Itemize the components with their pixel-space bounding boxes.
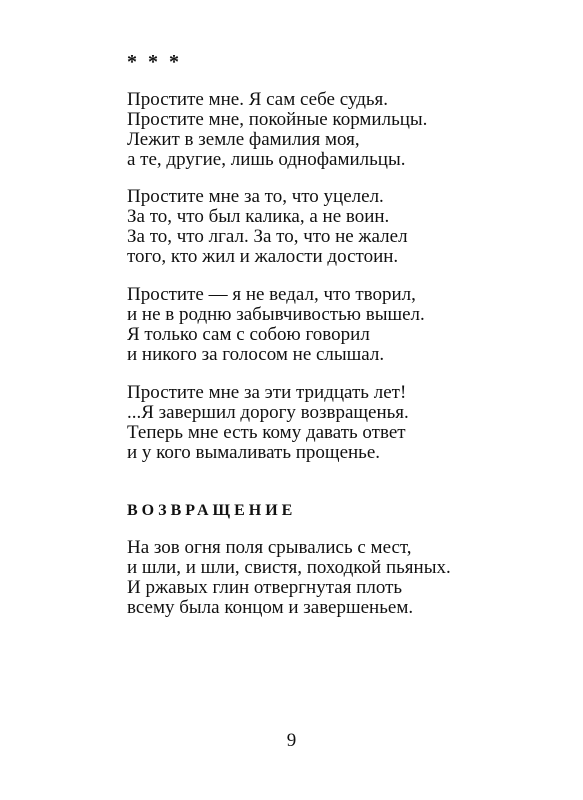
poem-line: и никого за голосом не слышал. — [127, 344, 385, 365]
poem1-stanza-2 — [127, 187, 408, 267]
section-asterisks: * * * — [127, 51, 182, 73]
poem-line: Лежит в земле фамилия моя, — [127, 129, 360, 150]
poem2-stanza-1 — [127, 538, 451, 618]
poem-line: всему была концом и завершеньем. — [127, 597, 414, 618]
poem-line: и не в родню забывчивостью вышел. — [127, 304, 425, 325]
poem1-stanza-3 — [127, 285, 425, 365]
poem-line: ...Я завершил дорогу возвращенья. — [127, 402, 409, 423]
poem1-stanza-1 — [127, 90, 427, 170]
poem-line: За то, что был калика, а не воин. — [127, 206, 390, 227]
poem-line: и у кого вымаливать прощенье. — [127, 442, 381, 463]
page-number: 9 — [286, 730, 297, 751]
poem-line: Простите мне, покойные кормильцы. — [127, 109, 428, 130]
poem-line: За то, что лгал. За то, что не жалел — [127, 226, 408, 247]
poem-line: Простите — я не ведал, что творил, — [127, 284, 416, 305]
poem-line: Простите мне. Я сам себе судья. — [127, 89, 389, 110]
poem-line: Теперь мне есть кому давать ответ — [127, 422, 406, 443]
poem-line: Я только сам с собою говорил — [127, 324, 370, 345]
poem-line: а те, другие, лишь однофамильцы. — [127, 149, 406, 170]
poem-line: и шли, и шли, свистя, походкой пьяных. — [127, 557, 451, 578]
poem1-stanza-4 — [127, 383, 409, 463]
poem-line: Простите мне за эти тридцать лет! — [127, 382, 407, 403]
poem-line: На зов огня поля срывались с мест, — [127, 537, 412, 558]
poem-line: Простите мне за то, что уцелел. — [127, 186, 384, 207]
poem-line: того, кто жил и жалости достоин. — [127, 246, 399, 267]
poem2-title: ВОЗВРАЩЕНИЕ — [127, 502, 297, 519]
poem-line: И ржавых глин отвергнутая плоть — [127, 577, 403, 598]
